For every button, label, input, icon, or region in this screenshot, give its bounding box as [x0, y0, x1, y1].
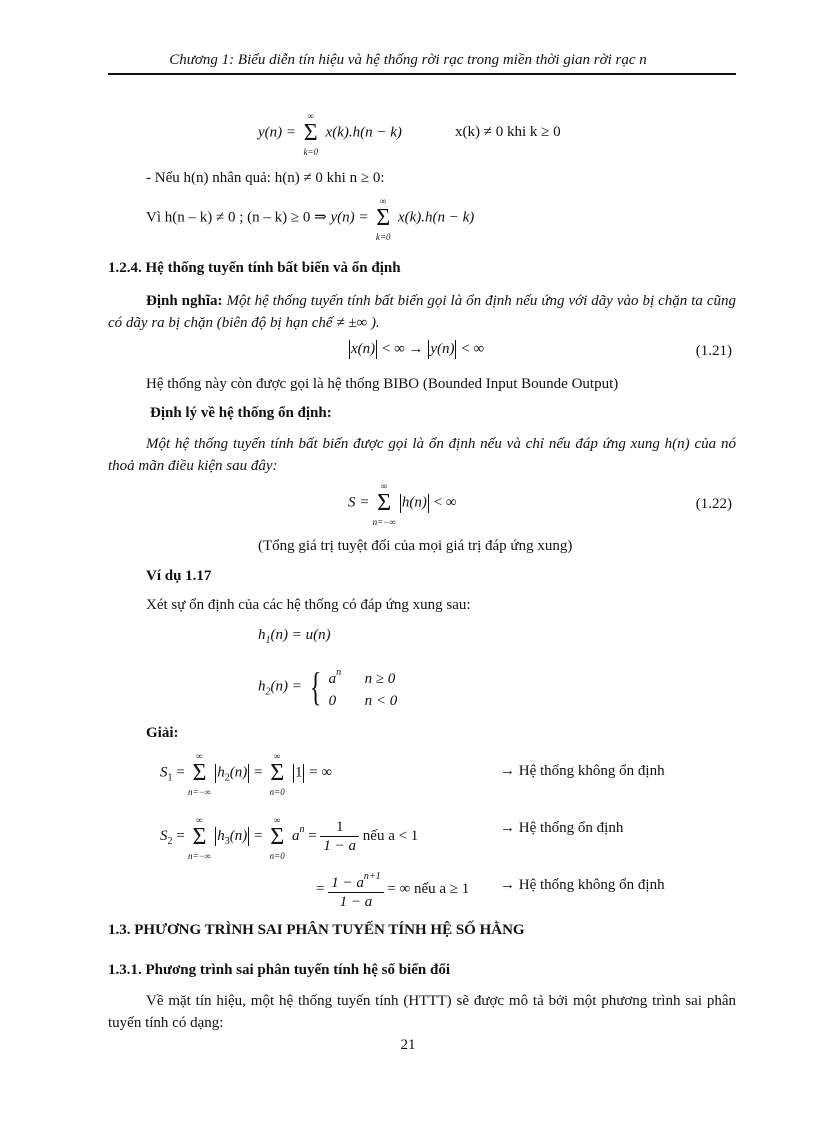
header-rule [108, 73, 736, 75]
equation-number-1-21: (1.21) [695, 343, 732, 359]
s2b-result: → Hệ thống không ổn định [500, 877, 665, 893]
s2-equation: $S_2 = \Sigma$ ∞ n=−∞ $h_3(n) = \Sigma$ ∞ n=0 $a^n$ = $\frac{1}{1 - a}$ nếu a < 1 [160, 814, 419, 861]
running-header: Chương 1: Biểu diễn tín hiệu và hệ thống rời rạc trong miền thời gian rời rạc n [169, 52, 647, 68]
sum-sign: Σ ∞ n=0 [269, 814, 285, 861]
h1-definition: $h_1(n) = u(n)$ [258, 627, 331, 646]
bibo-text: Hệ thống này còn được gọi là hệ thống BIBO (Bounded Input Bounde Output) [146, 376, 619, 392]
equation-1-21: x(n) < ∞ → y(n) < ∞ [348, 340, 484, 359]
sum-sign: Σ ∞ n=−∞ [187, 814, 211, 861]
sum-sign: Σ ∞ k=0 [375, 196, 391, 242]
sum-sign: Σ ∞ n=0 [269, 751, 285, 797]
equation-vi: Vì h(n – k) ≠ 0 ; (n – k) ≥ 0 ⇒ y(n) = Σ ∞ k=0 x(k).h(n − k) [146, 196, 475, 242]
equation-1-22: S = Σ ∞ n=−∞ h(n) < ∞ [348, 481, 457, 527]
equation-top-condition: x(k) ≠ 0 khi k ≥ 0 [455, 124, 561, 140]
sum-sign: Σ ∞ k=0 [303, 111, 319, 157]
equation-top: y(n) = Σ ∞ k=0 x(k).h(n − k) [258, 111, 402, 157]
example-title: Ví dụ 1.17 [146, 568, 212, 584]
equation-1-22-note: (Tổng giá trị tuyệt đối của mọi giá trị đáp ứng xung) [258, 538, 573, 554]
theorem-text: Một hệ thống tuyến tính bất biến được gọi là ổn định nếu và chỉ nếu đáp ứng xung h(n) của nó thoả mãn điều kiện sau đây: [108, 436, 736, 474]
bullet-causal: - Nếu h(n) nhân quả: h(n) ≠ 0 khi n ≥ 0: [146, 170, 385, 186]
s2-continuation: = $\frac{1 - a^{n+1}}{1 - a}$ = ∞ nếu a ≥ 1 [316, 868, 469, 911]
equation-number-1-22: (1.22) [695, 496, 732, 512]
definition-paragraph: Định nghĩa: Một hệ thống tuyến tính bất biến gọi là ổn định nếu ứng với dãy vào bị chặn ta cũng có dãy ra bị chặn (biên độ bị hạn chế ≠ ±∞ ). [108, 293, 736, 331]
s1-result: → Hệ thống không ổn định [500, 763, 665, 779]
section-1-2-4: 1.2.4. Hệ thống tuyến tính bất biến và ổn định [108, 260, 401, 276]
sum-sign: Σ ∞ n=−∞ [372, 481, 396, 527]
h2-definition: $h_2(n)$ = { $a^n$ n ≥ 0 0 n < 0 [258, 664, 398, 709]
example-text: Xét sự ổn định của các hệ thống có đáp ứng xung sau: [146, 597, 471, 613]
sum-sign: Σ ∞ n=−∞ [187, 751, 211, 797]
section-1-3: 1.3. PHƯƠNG TRÌNH SAI PHÂN TUYẾN TÍNH HỆ SỐ HẰNG [108, 922, 525, 938]
solution-label: Giải: [146, 725, 179, 741]
page-number: 21 [400, 1037, 416, 1053]
s1-equation: $S_1 = \Sigma$ ∞ n=−∞ $h_2(n) = \Sigma$ ∞ n=0 1 = ∞ [160, 751, 333, 797]
section-1-3-1: 1.3.1. Phương trình sai phân tuyến tính hệ số biến đổi [108, 962, 450, 978]
s2-result: → Hệ thống ổn định [500, 820, 624, 836]
theorem-title: Định lý về hệ thống ổn định: [150, 405, 332, 421]
paragraph-1-3-1: Về mặt tín hiệu, một hệ thống tuyến tính (HTTT) sẽ được mô tả bởi một phương trình sai phân tuyến tính có dạng: [108, 993, 736, 1031]
